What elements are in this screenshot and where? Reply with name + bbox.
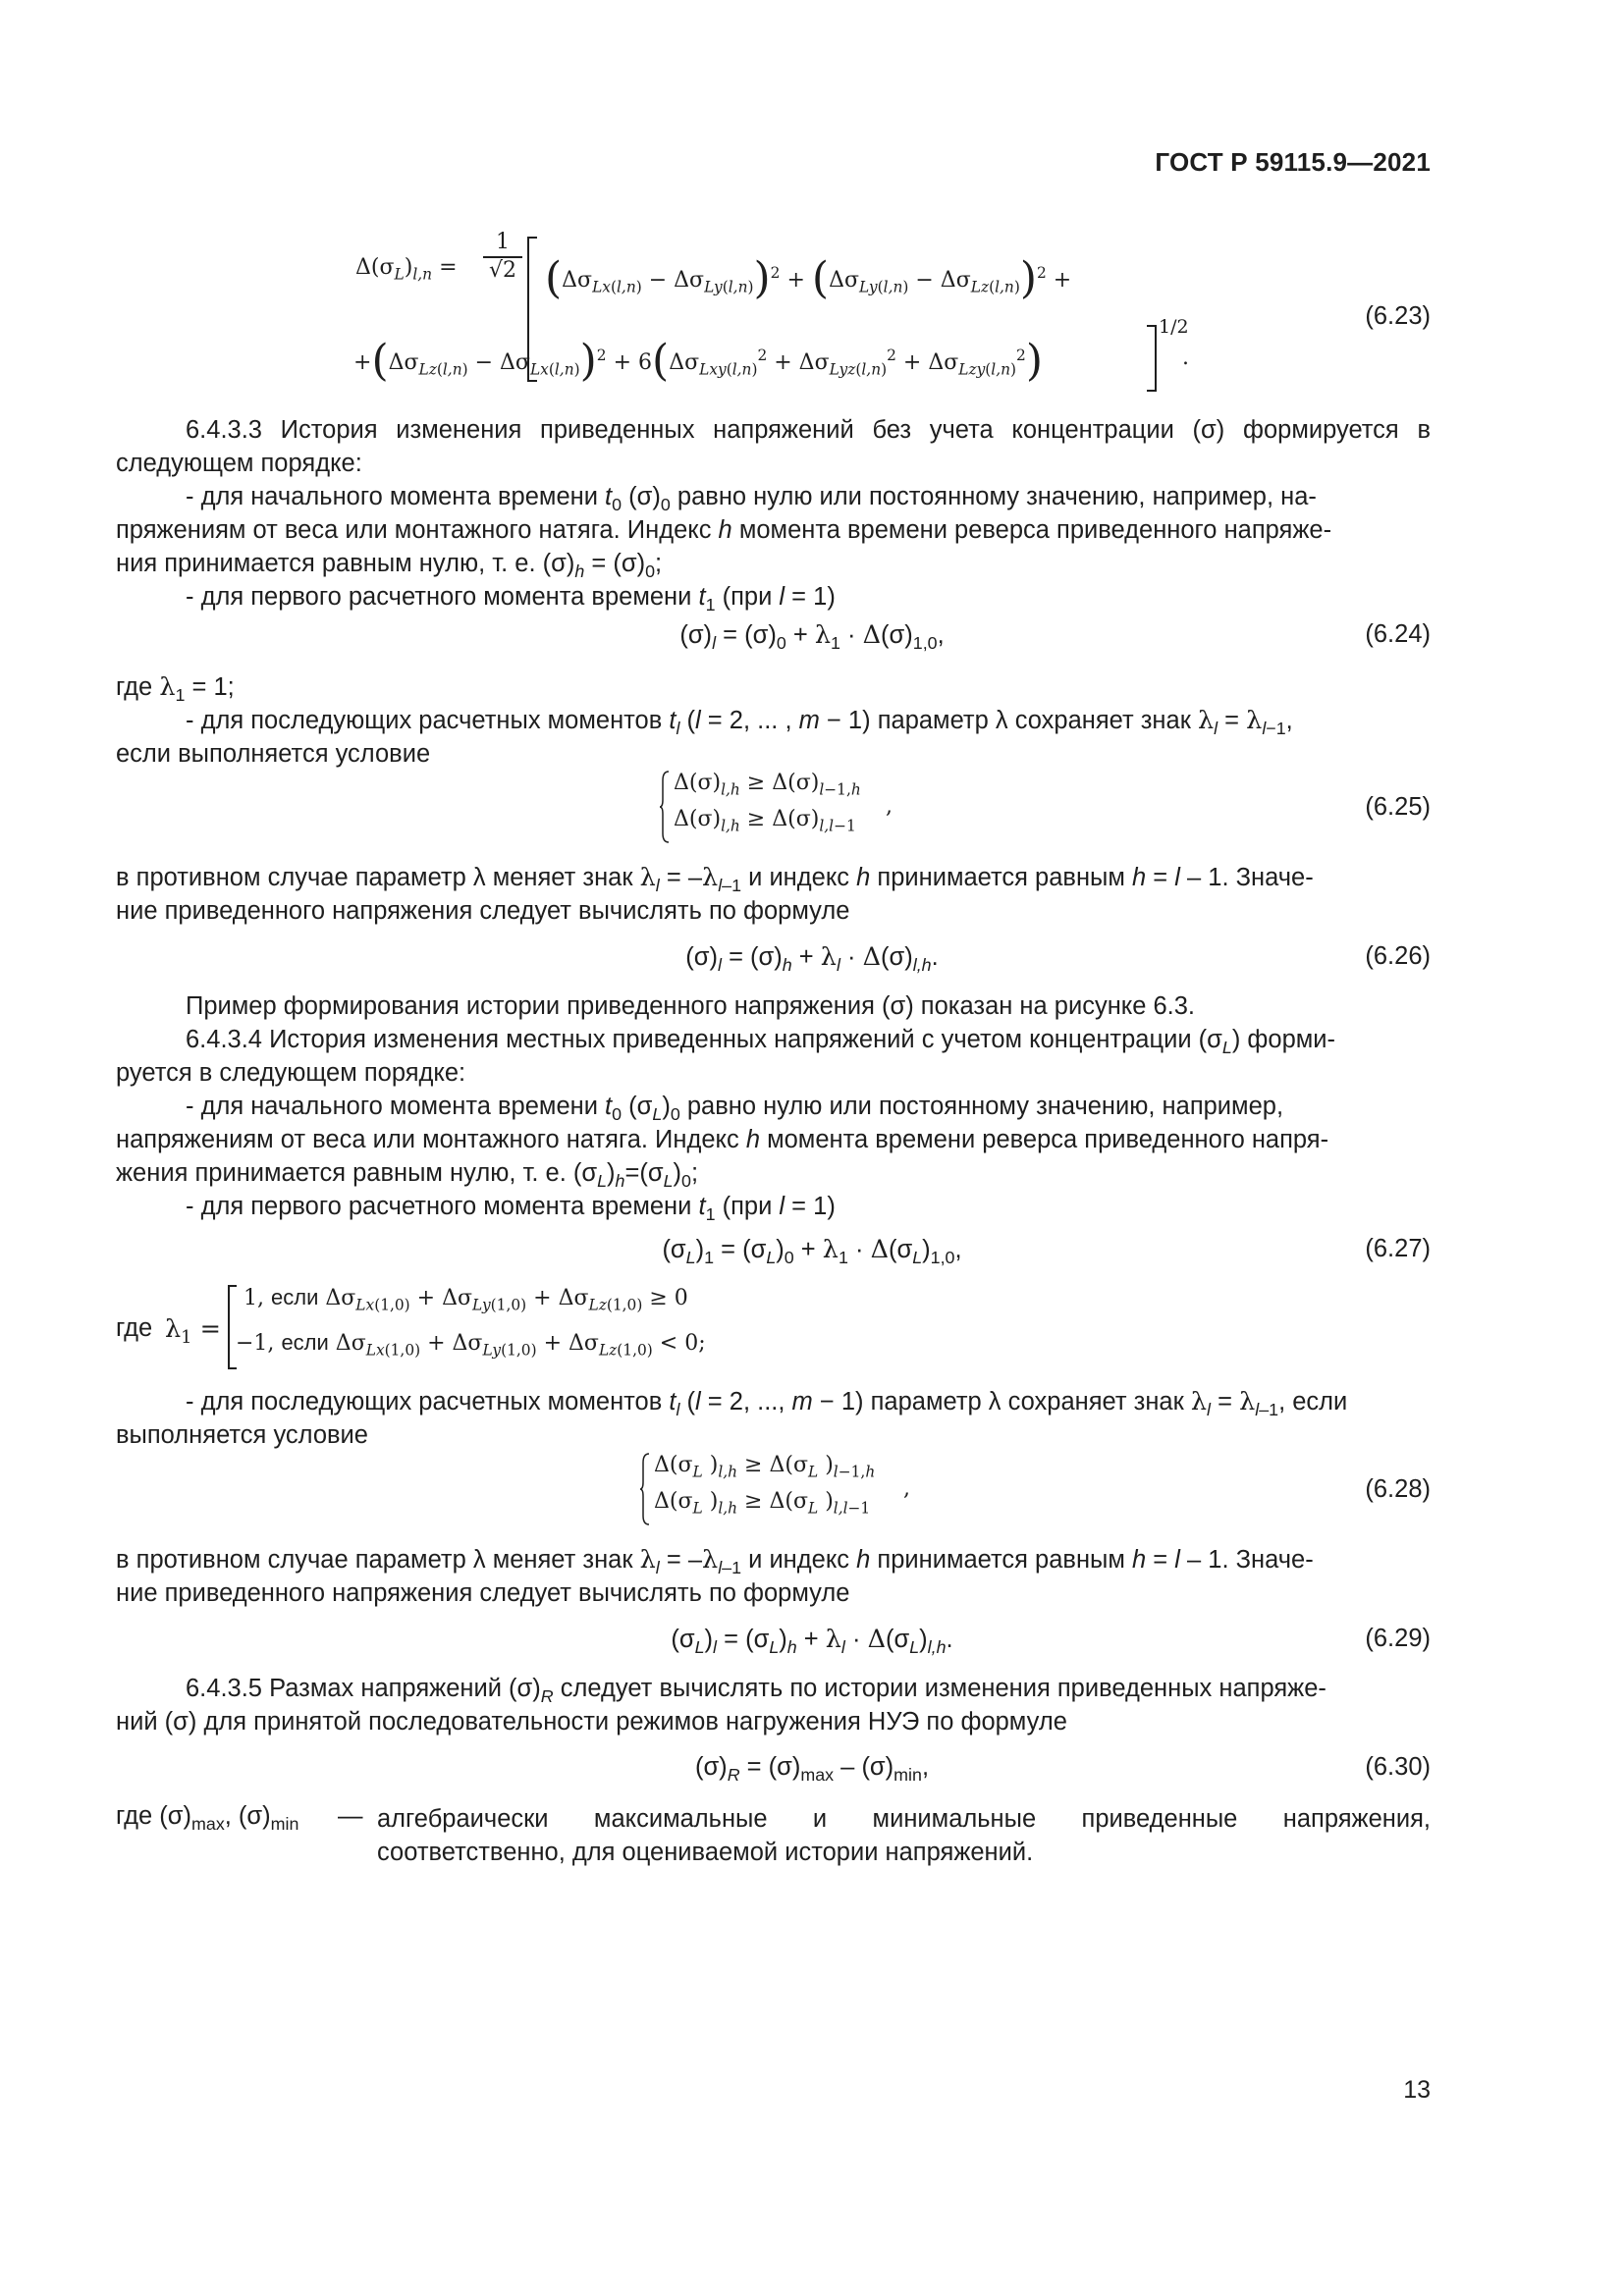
item-first-moment: - для первого расчетного момента времени $t_1$ (при l = 1) <box>186 583 836 615</box>
equation-6-23 <box>0 226 1624 398</box>
eq-6-25-number: (6.25) <box>1365 793 1431 821</box>
cases-bracket <box>226 1285 238 1369</box>
item-initial-moment-cont: пряжениям от веса или монтажного натяга. Индекс h момента времени реверса приведенного напряже- <box>116 516 1332 544</box>
paragraph-6-4-3-4-cont: руется в следующем порядке: <box>116 1059 466 1087</box>
eq-6-23-period: . <box>1182 346 1189 370</box>
paragraph-6-4-3-5-cont: ний (σ) для принятой последовательности режимов нагружения НУЭ по формуле <box>116 1708 1067 1735</box>
equation-6-29: $(\sigma_L)_l = (\sigma_L)_h + \lambda_l \cdot \Delta(\sigma_L)_{l,h}$. (6.29) <box>671 1625 1431 1658</box>
paragraph-6-4-3-3: 6.4.3.3 История изменения приведенных напряжений без учета концентрации (σ) формируется в следующем порядке: <box>116 416 1431 477</box>
eq-6-23-number: (6.23) <box>1365 302 1431 330</box>
where-def-dash: — <box>338 1802 363 1830</box>
eq-6-23-power: 1/2 <box>1159 316 1189 338</box>
eq-6-23-bracket-right <box>1145 324 1159 393</box>
eq-6-23-row1-body: $(\Delta\sigma_{Lx(l,n)} - \Delta\sigma_{Ly(l,n)})^2 + (\Delta\sigma_{Ly(l,n)} - \Delta\sigma_{Lz(l,n)})^2$ + <box>545 253 1072 303</box>
item-local-initial-moment: - для начального момента времени $t_0$ $(\sigma_L)_0$ равно нулю или постоянному значению, например, <box>186 1093 1284 1125</box>
where-word: где <box>116 1314 153 1342</box>
eq-6-23-fraction: 1 √2 <box>483 230 522 283</box>
eq-6-23-row2-body: $+(\Delta\sigma_{Lz(l,n)} - \Delta\sigma_{Lx(l,n)})^2 + 6(\Delta\sigma_{Lxy(l,n)}^2 + \Delta\sigma_{Lyz(l,n)}^2 + \Delta\sigma_{Lzy(l,n)}^2)$ <box>353 336 1044 386</box>
item-initial-moment: - для начального момента времени $t_0$ $(\sigma)_0$ равно нулю или постоянному значению, например, на- <box>186 483 1317 515</box>
where-lambda-1: где $\lambda_1 = 1$; <box>116 672 235 706</box>
item-local-next-cont: выполняется условие <box>116 1421 368 1449</box>
where-def-term: где $(\sigma)_{max}$, $(\sigma)_{min}$ <box>116 1802 299 1835</box>
where-lambda-cases <box>116 1281 862 1371</box>
eq-6-27-number: (6.27) <box>1365 1235 1431 1262</box>
document-header: ГОСТ Р 59115.9—2021 <box>1155 147 1431 177</box>
example-paragraph: Пример формирования истории приведенного напряжения (σ) показан на рисунке 6.3. <box>186 992 1196 1020</box>
case-negative: −1, если $\Delta\sigma_{Lx(1,0)} + \Delta\sigma_{Ly(1,0)} + \Delta\sigma_{Lz(1,0)} < 0$; <box>236 1330 706 1360</box>
eq-6-30-number: (6.30) <box>1365 1753 1431 1781</box>
where-definition <box>116 1802 1431 1881</box>
document-page: ГОСТ Р 59115.9—2021 $\Delta(\sigma_L)_{l,n}$ = 1 √2 $(\Delta\sigma_{Lx(l,n)} - \Delta\sigma_{Ly(l,n)})^2 + (\Delta\sigma_{Ly(l,n)} - \Delta\sigma_{Lz(l,n)})^2$ + $+(\Delta\sigma_{Lz(l,n)} - \Delta\sigma_{Lx(l,n)})^2 + 6(\Delta\sigma_{Lxy(l,n)}^2 + \Delta\sigma_{Lyz(l,n)}^2 + \Delta\sigma_{Lzy(l,n)}^2)$ 1/2 . (6.23) 6.4.3.3 История изменения приведенных напряжений без учета концентрации (σ) формируется в следующем порядке: - для начального момента времени $t_0$ $(\sigma)_0$ равно нулю или постоянному значению, например, на- пряжениям от веса или монтажного натяга. Индекс h момента времени реверса приведенного напряже- ния принимается равным нулю, т. е. $(\sigma)_h = (\sigma)_0$; - для первого расчетного момента времени $t_1$ (при l = 1) $(\sigma)_l = (\sigma)_0 + \lambda_1 \cdot \Delta(\sigma)_{1,0}$, (6.24) где $\lambda_1 = 1$; - для последующих расчетных моментов $t_l$ (l = 2, ... , m − 1) параметр λ сохраняет знак $\lambda_l = \lambda_{l-1}$, если выполняется условие $\Delta(\sigma)_{l,h} \ge \Delta(\sigma)_{l-1,h}$ $\Delta(\sigma)_{l,h} \ge \Delta(\sigma)_{l,l-1}$ , (6.25) в противном случае параметр λ меняет знак $\lambda_l = -\lambda_{l-1}$ и индекс h принимается равным h = l – 1. Значе- ние приведенного напряжения следует вычислять по формуле $(\sigma)_l = (\sigma)_h + \lambda_l \cdot \Delta(\sigma)_{l,h}$. (6.26) Пример формирования истории приведенного напряжения (σ) показан на рисунке 6.3. 6.4.3.4 История изменения местных приведенных напряжений с учетом концентрации $(\sigma_L)$ форми- руется в следующем порядке: - для начального момента времени $t_0$ $(\sigma_L)_0$ равно нулю или постоянному значению, например, напряжениям от веса или монтажного натяга. Индекс h момента времени реверса приведенного напря- жения принимается равным нулю, т. е. $(\sigma_L)_h=(\sigma_L)_0$; - для первого расчетного момента времени $t_1$ (при l = 1) $(\sigma_L)_1 = (\sigma_L)_0 + \lambda_1 \cdot \Delta(\sigma_L)_{1,0}$, (6.27) где $\lambda_1$ = 1, если $\Delta\sigma_{Lx(1,0)} + \Delta\sigma_{Ly(1,0)} + \Delta\sigma_{Lz(1,0)} \ge 0$ −1, если $\Delta\sigma_{Lx(1,0)} + \Delta\sigma_{Ly(1,0)} + \Delta\sigma_{Lz(1,0)} < 0$; - для последующих расчетных моментов $t_l$ (l = 2, ..., m − 1) параметр λ сохраняет знак $\lambda_l = \lambda_{l-1}$, если выполняется условие $\Delta(\sigma_L$ )$_{l,h} \ge \Delta(\sigma_L$ )$_{l-1,h}$ $\Delta(\sigma_L$ )$_{l,h} \ge \Delta(\sigma_L$ )$_{l,l-1}$ , (6.28) в противном случае параметр λ меняет знак $\lambda_l = -\lambda_{l-1}$ и индекс h принимается равным h = l – 1. Значе- ние приведенного напряжения следует вычислять по формуле $(\sigma_L)_l = (\sigma_L)_h + \lambda_l \cdot \Delta(\sigma_L)_{l,h}$. (6.29) 6.4.3.5 Размах напряжений $(\sigma)_R$ следует вычислять по истории изменения приведенных напряже- ний (σ) для принятой последовательности режимов нагружения НУЭ по формуле $(\sigma)_R = (\sigma)_{max} - (\sigma)_{min}$, (6.30) где $(\sigma)_{max}$, $(\sigma)_{min}$ — алгебраически максимальные и минимальные приведенные напряжения, соответственно, для оцениваемой истории напряжений. 13 <box>0 0 1624 2296</box>
where-def-text: алгебраически максимальные и минимальные приведенные напряжения, соответственно, для оцениваемой истории напряжений. <box>377 1805 1431 1866</box>
paragraph-6-4-3-5: 6.4.3.5 Размах напряжений $(\sigma)_R$ следует вычислять по истории изменения приведенных напряже- <box>186 1675 1326 1707</box>
lambda-1-symbol: $\lambda_1$ = <box>165 1314 222 1349</box>
eq-6-25-brace <box>660 771 670 843</box>
eq-6-24-number: (6.24) <box>1365 620 1431 648</box>
paragraph-6-4-3-4: 6.4.3.4 История изменения местных приведенных напряжений с учетом концентрации $(\sigma_L)$ форми- <box>186 1026 1336 1058</box>
item-local-initial-cont: напряжениям от веса или монтажного натяга. Индекс h момента времени реверса приведенного напря- <box>116 1126 1329 1153</box>
item-local-first-moment: - для первого расчетного момента времени $t_1$ (при l = 1) <box>186 1193 836 1225</box>
otherwise-paragraph-cont: ние приведенного напряжения следует вычислять по формуле <box>116 897 850 925</box>
eq-6-28-brace <box>640 1453 650 1525</box>
eq-6-23-row1: $\Delta(\sigma_L)_{l,n}$ = <box>355 255 458 284</box>
item-next-moments-cont: если выполняется условие <box>116 740 431 768</box>
equation-6-26: $(\sigma)_l = (\sigma)_h + \lambda_l \cdot \Delta(\sigma)_{l,h}$. (6.26) <box>685 942 1431 976</box>
equation-6-30: $(\sigma)_R = (\sigma)_{max} - (\sigma)_{min}$, (6.30) <box>694 1753 1431 1786</box>
otherwise-paragraph-2: в противном случае параметр λ меняет знак $\lambda_l = -\lambda_{l-1}$ и индекс h принимается равным h = l – 1. Значе- <box>116 1545 1314 1578</box>
page-number: 13 <box>1403 2076 1431 2104</box>
eq-6-29-number: (6.29) <box>1365 1625 1431 1652</box>
equation-6-27: $(\sigma_L)_1 = (\sigma_L)_0 + \lambda_1 \cdot \Delta(\sigma_L)_{1,0}$, (6.27) <box>662 1235 1431 1268</box>
otherwise-paragraph-2-cont: ние приведенного напряжения следует вычислять по формуле <box>116 1579 850 1607</box>
item-local-initial-end: жения принимается равным нулю, т. е. $(\sigma_L)_h=(\sigma_L)_0$; <box>116 1159 699 1192</box>
item-initial-moment-end: ния принимается равным нулю, т. е. $(\sigma)_h = (\sigma)_0$; <box>116 550 663 582</box>
eq-6-28-number: (6.28) <box>1365 1475 1431 1503</box>
item-local-next-moments: - для последующих расчетных моментов $t_l$ (l = 2, ..., m − 1) параметр λ сохраняет знак $\lambda_l = \lambda_{l-1}$, если <box>186 1387 1348 1420</box>
case-positive: 1, если $\Delta\sigma_{Lx(1,0)} + \Delta\sigma_{Ly(1,0)} + \Delta\sigma_{Lz(1,0)} \ge 0$ <box>244 1285 688 1314</box>
eq-6-26-number: (6.26) <box>1365 942 1431 970</box>
otherwise-paragraph: в противном случае параметр λ меняет знак $\lambda_l = -\lambda_{l-1}$ и индекс h принимается равным h = l – 1. Значе- <box>116 863 1314 896</box>
item-next-moments: - для последующих расчетных моментов $t_l$ (l = 2, ... , m − 1) параметр λ сохраняет знак $\lambda_l = \lambda_{l-1}$, <box>186 706 1293 739</box>
equation-6-24: $(\sigma)_l = (\sigma)_0 + \lambda_1 \cdot \Delta(\sigma)_{1,0}$, (6.24) <box>679 620 1431 654</box>
